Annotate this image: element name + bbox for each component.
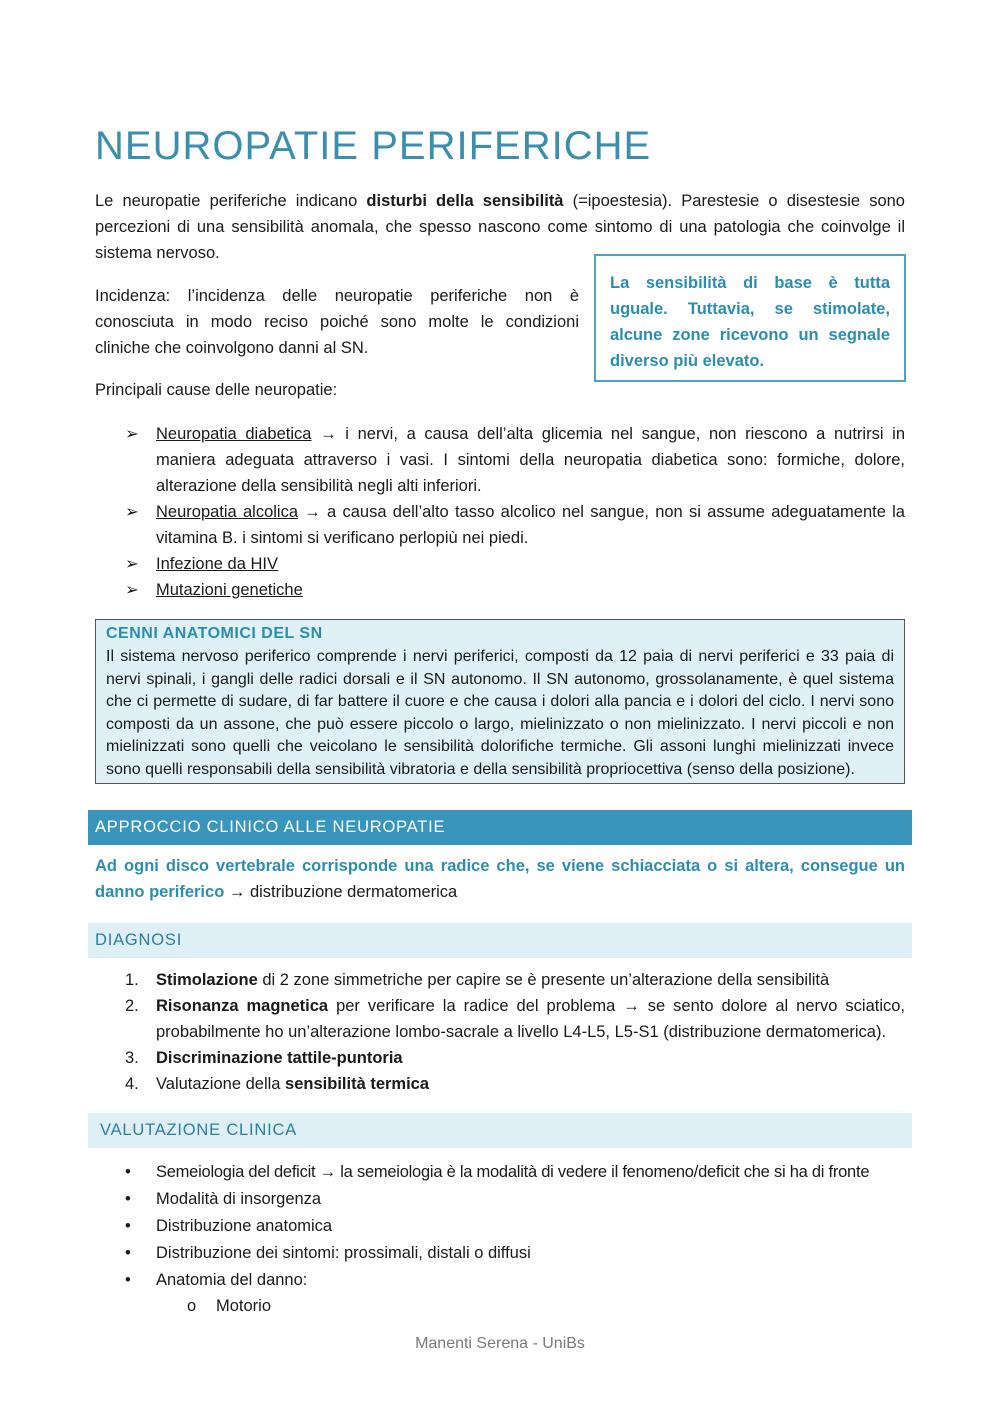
list-item xyxy=(95,967,905,993)
list-item xyxy=(95,421,905,499)
bullet-dot-icon: • xyxy=(125,1244,131,1262)
cause-intro: Principali cause delle neuropatie: xyxy=(95,381,338,399)
cause-label: Neuropatia alcolica xyxy=(156,503,299,521)
intro-bold: disturbi della sensibilità xyxy=(366,192,564,210)
arrowhead-bullet-icon: ➢ xyxy=(125,555,139,573)
anatomy-box xyxy=(95,619,905,784)
valutazione-list xyxy=(95,1159,905,1319)
callout-box: La sensibilità di base è tutta uguale. Tuttavia, se stimolate, alcune zone ricevono un segnale diverso più elevato. xyxy=(594,254,906,382)
cause-label: Infezione da HIV xyxy=(156,555,278,573)
list-item xyxy=(95,1213,905,1239)
item-text: Modalità di insorgenza xyxy=(156,1190,322,1208)
section-heading-diagnosi: DIAGNOSI xyxy=(88,923,912,958)
item-number: 4. xyxy=(125,1075,139,1093)
item-bold: sensibilità termica xyxy=(285,1075,430,1093)
section-heading-valutazione: VALUTAZIONE CLINICA xyxy=(88,1113,912,1148)
item-pre: Valutazione della xyxy=(156,1075,286,1093)
bullet-dot-icon: • xyxy=(125,1190,131,1208)
approccio-paragraph xyxy=(95,853,905,905)
item-number: 2. xyxy=(125,997,139,1015)
arrow-icon: → xyxy=(304,503,321,521)
anatomy-title: CENNI ANATOMICI DEL SN xyxy=(106,625,323,642)
arrowhead-bullet-icon: ➢ xyxy=(125,425,139,443)
item-number: 1. xyxy=(125,971,139,989)
circle-bullet-icon: o xyxy=(187,1297,197,1315)
list-item xyxy=(95,1240,905,1266)
cause-label: Mutazioni genetiche xyxy=(156,581,303,599)
page-footer: Manenti Serena - UniBs xyxy=(415,1335,585,1352)
list-item xyxy=(95,499,905,551)
list-item xyxy=(95,1267,905,1293)
page-title: NEUROPATIE PERIFERICHE xyxy=(95,124,652,168)
sub-item-text: Motorio xyxy=(216,1297,272,1315)
approccio-blue-text: Ad ogni disco vertebrale corrisponde una radice che, se viene schiacciata o si altera, consegue un danno periferico xyxy=(95,857,905,901)
item-bold: Stimolazione xyxy=(156,971,258,989)
cause-label: Neuropatia diabetica xyxy=(156,425,312,443)
list-item xyxy=(95,551,905,577)
causes-list xyxy=(95,421,905,603)
bullet-dot-icon: • xyxy=(125,1217,131,1235)
bullet-dot-icon: • xyxy=(125,1271,131,1289)
section-heading-approccio: APPROCCIO CLINICO ALLE NEUROPATIE xyxy=(88,810,912,845)
item-text: Distribuzione dei sintomi: prossimali, distali o diffusi xyxy=(156,1244,531,1262)
list-item xyxy=(95,1186,905,1212)
cause-text: i nervi, a causa dell’alta glicemia nel sangue, non riescono a nutrirsi in maniera adeguata attraverso i vasi. I sintomi della neuropatia diabetica sono: formiche, dolore, alterazione della sensibilità negli alti inferiori. xyxy=(156,425,906,495)
item-text: di 2 zone simmetriche per capire se è presente un’alterazione della sensibilità xyxy=(257,971,830,989)
item-bold: Discriminazione tattile-puntoria xyxy=(156,1049,403,1067)
list-item xyxy=(95,577,905,603)
diagnosi-list xyxy=(95,967,905,1097)
arrowhead-bullet-icon: ➢ xyxy=(125,503,139,521)
item-number: 3. xyxy=(125,1049,139,1067)
anatomy-text: Il sistema nervoso periferico comprende i nervi periferici, composti da 12 paia di nervi periferici e 33 paia di nervi spinali, i gangli delle radici dorsali e il SN autonomo. Il SN autonomo, grossolanamente, è quel sistema che ci permette di sudare, di far battere il cuore e che causa i dolori alla pancia e i dolori del ciclo. I nervi sono composti da un assone, che può essere piccolo o largo, mielinizzato o non mielinizzato. I nervi piccoli e non mielinizzati sono quelli che veicolano le sensibilità dolorifiche termiche. Gli assoni lunghi mielinizzati invece sono quelli responsabili della sensibilità vibratoria e della sensibilità propriocettiva (senso della posizione). xyxy=(106,648,894,778)
item-text: Anatomia del danno: xyxy=(156,1271,308,1289)
list-item xyxy=(95,993,905,1045)
item-text: Distribuzione anatomica xyxy=(156,1217,333,1235)
sub-list-item xyxy=(95,1293,905,1319)
arrow-icon: → xyxy=(320,425,337,443)
list-item xyxy=(95,1071,905,1097)
intro-text-a: Le neuropatie periferiche indicano xyxy=(95,192,367,210)
item-text: per verificare la radice del problema → se sento dolore al nervo sciatico, probabilmente ho un’alterazione lombo-sacrale a livello L4-L5, L5-S1 (distribuzione dermatomerica). xyxy=(156,997,906,1041)
arrowhead-bullet-icon: ➢ xyxy=(125,581,139,599)
cause-text: a causa dell’alto tasso alcolico nel sangue, non si assume adeguatamente la vitamina B. i sintomi si verificano perlopiù nei piedi. xyxy=(156,503,905,547)
arrow-icon: → xyxy=(228,883,246,901)
list-item xyxy=(95,1159,905,1185)
incidenza-paragraph: Incidenza: l’incidenza delle neuropatie periferiche non è conosciuta in modo reciso poiché sono molte le condizioni cliniche che coinvolgono danni al SN. xyxy=(95,287,579,357)
approccio-rest: distribuzione dermatomerica xyxy=(245,883,458,901)
bullet-dot-icon: • xyxy=(125,1163,131,1181)
list-item xyxy=(95,1045,905,1071)
item-bold: Risonanza magnetica xyxy=(156,997,329,1015)
item-text: Semeiologia del deficit → la semeiologia è la modalità di vedere il fenomeno/deficit che si ha di fronte xyxy=(156,1163,870,1181)
intro-text-c: (=ipoestesia). Parestesie o disestesie sono percezioni di una sensibilità anomala, che spesso nascono come sintomo di una patologia che coinvolge il sistema nervoso. xyxy=(95,192,905,262)
